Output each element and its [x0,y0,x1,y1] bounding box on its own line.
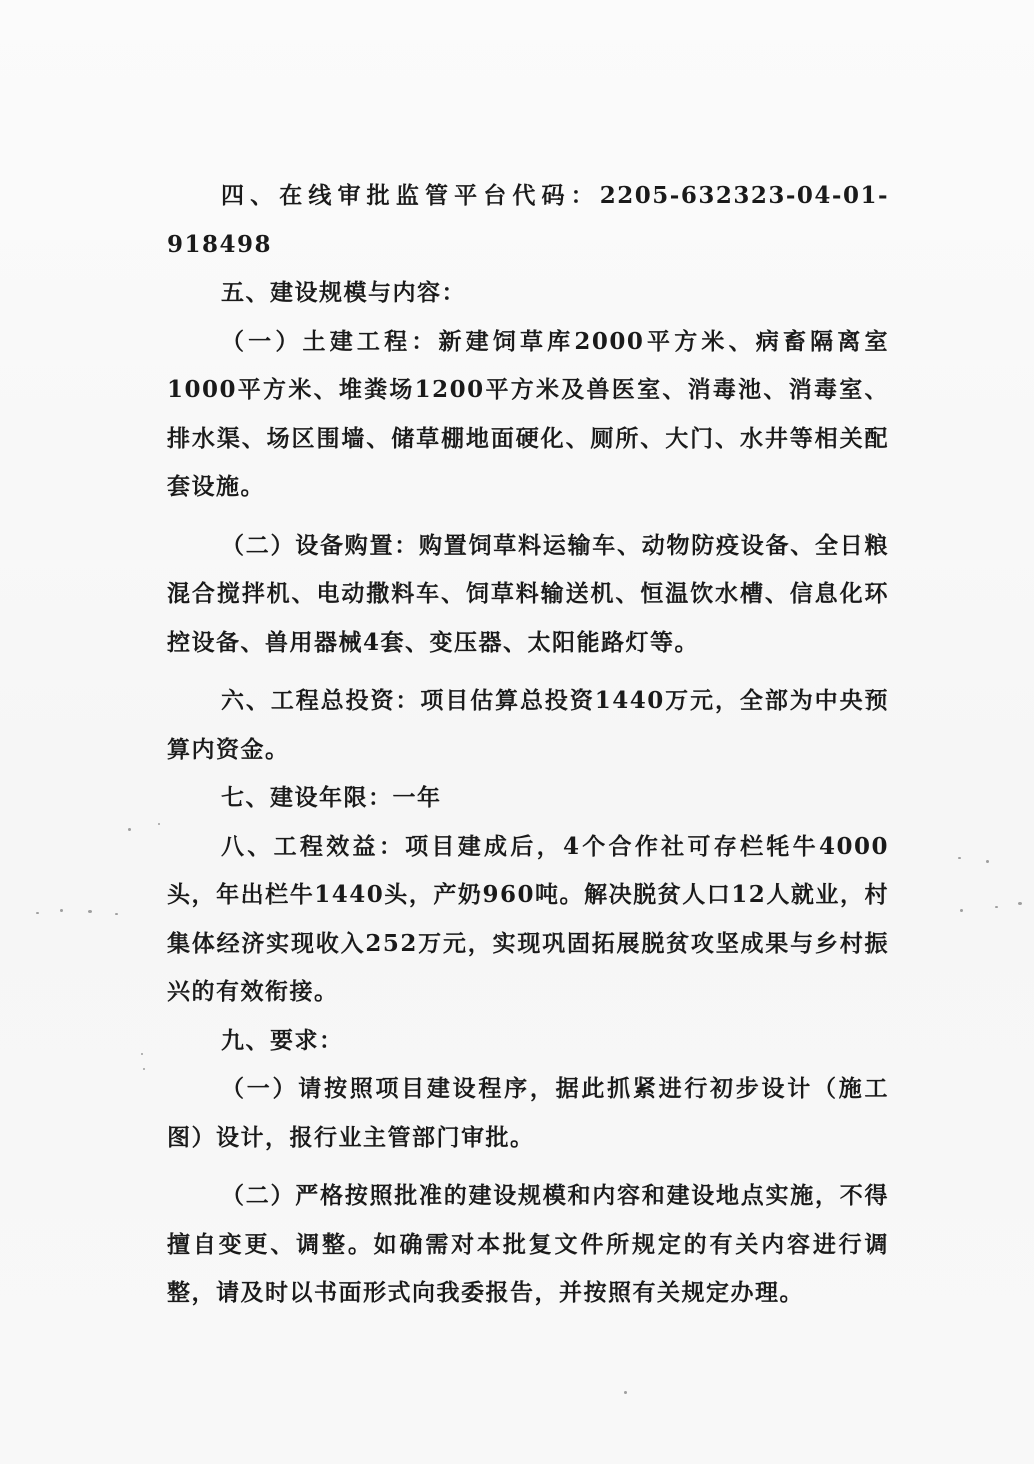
scan-speck [60,909,63,912]
scan-speck [88,910,92,913]
scan-speck [141,1053,143,1055]
scan-speck [36,912,39,914]
scan-speck [624,1391,627,1394]
scan-speck [960,909,963,912]
scan-speck [143,1068,145,1070]
section-scale-heading: 五、建设规模与内容： [221,279,466,306]
section-civil-works: （一）土建工程：新建饲草库2000平方米、病畜隔离室1000平方米、堆粪场1200平方米及兽医室、消毒池、消毒室、排水渠、场区围墙、储草棚地面硬化、厕所、大门、水井等相关配套设施。 [167,327,889,500]
section-requirement-1: （一）请按照项目建设程序，据此抓紧进行初步设计（施工图）设计，报行业主管部门审批。 [167,1075,889,1151]
section-requirement-2: （二）严格按照批准的建设规模和内容和建设地点实施，不得擅自变更、调整。如确需对本批复文件所规定的有关内容进行调整，请及时以书面形式向我委报告，并按照有关规定办理。 [167,1182,889,1306]
section-benefits: 八、工程效益：项目建成后，4个合作社可存栏牦牛4000头，年出栏牛1440头，产奶960吨。解决脱贫人口12人就业，村集体经济实现收入252万元，实现巩固拓展脱贫攻坚成果与乡村振兴的有效衔接。 [167,832,889,1005]
scan-speck [115,913,118,915]
document-body [167,172,889,1318]
scan-speck [128,828,131,831]
scan-speck [958,857,961,859]
section-equipment: （二）设备购置：购置饲草料运输车、动物防疫设备、全日粮混合搅拌机、电动撒料车、饲草料输送机、恒温饮水槽、信息化环控设备、兽用器械4套、变压器、太阳能路灯等。 [167,531,889,656]
section-investment: 六、工程总投资：项目估算总投资1440万元，全部为中央预算内资金。 [167,687,889,763]
scan-speck [986,860,989,863]
scan-speck [995,906,998,908]
section-platform-code: 四、在线审批监管平台代码：2205-632323-04-01-918498 [167,182,889,258]
scan-speck [158,823,160,825]
scan-speck [1018,902,1022,905]
section-duration: 七、建设年限：一年 [221,784,442,811]
section-requirements-heading: 九、要求： [221,1026,344,1054]
